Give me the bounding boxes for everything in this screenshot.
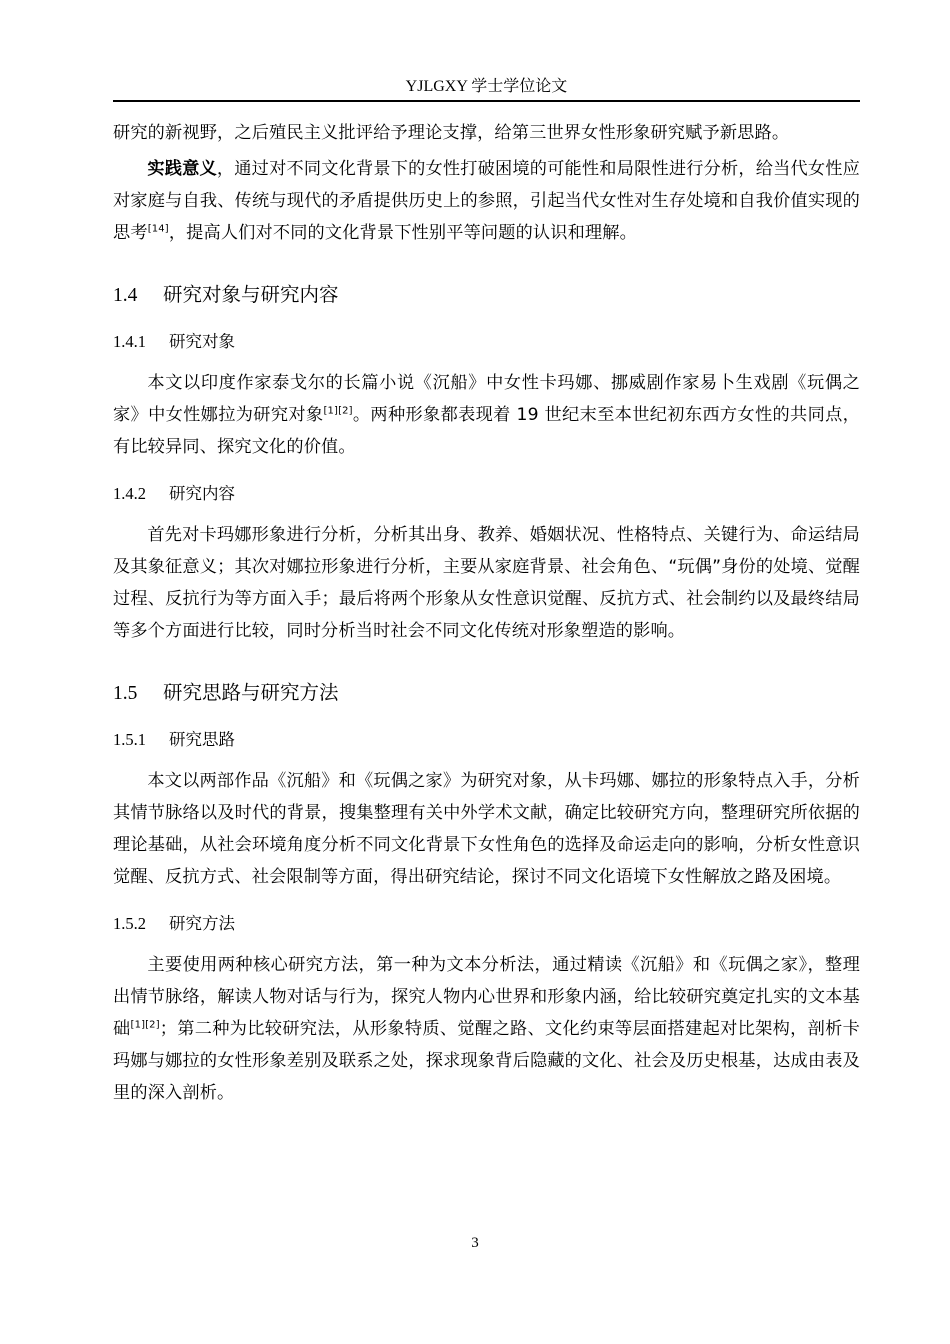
- subsection-title: 研究对象: [169, 332, 235, 351]
- subsection-number: 1.4.1: [113, 332, 146, 351]
- header-rule: [113, 100, 860, 102]
- paragraph-continued: [113, 117, 860, 149]
- paragraph-text: 主要使用两种核心研究方法，第一种为文本分析法，通过精读《沉船》和《玩偶之家》，整理出情节脉络，解读人物对话与行为，探究人物内心世界和形象内涵，给比较研究奠定扎实的文本基础: [113, 955, 860, 1039]
- subsection-heading-1-5-2: [113, 911, 860, 937]
- paragraph-research-methods: [113, 949, 860, 1109]
- citation: [1][2]: [130, 1019, 160, 1031]
- running-header: YJLGXY 学士学位论文: [405, 78, 568, 95]
- subsection-number: 1.5.1: [113, 730, 146, 749]
- paragraph-lead: 实践意义: [147, 159, 217, 179]
- subsection-title: 研究思路: [169, 730, 235, 749]
- subsection-title: 研究内容: [169, 484, 235, 503]
- page-number: 3: [471, 1235, 479, 1251]
- paragraph-research-object: [113, 367, 860, 463]
- paragraph-text: ，通过对不同文化背景下的女性打破困境的可能性和局限性进行分析，给当代女性应对家庭与自我、传统与现代的矛盾提供历史上的参照，引起当代女性对生存处境和自我价值实现的思考: [113, 159, 860, 243]
- section-title: 研究对象与研究内容: [163, 283, 339, 306]
- citation: [14]: [147, 223, 169, 235]
- body-content: [113, 117, 860, 1109]
- subsection-number: 1.5.2: [113, 914, 146, 933]
- paragraph-research-approach: [113, 765, 860, 893]
- paragraph-research-content: [113, 519, 860, 647]
- subsection-heading-1-4-2: [113, 481, 860, 507]
- paragraph-text: 本文以印度作家泰戈尔的长篇小说《沉船》中女性卡玛娜、挪威剧作家易卜生戏剧《玩偶之家》中女性娜拉为研究对象: [113, 373, 860, 425]
- subsection-number: 1.4.2: [113, 484, 146, 503]
- subsection-title: 研究方法: [169, 914, 235, 933]
- subsection-heading-1-4-1: [113, 329, 860, 355]
- citation: [1][2]: [323, 405, 353, 417]
- subsection-heading-1-5-1: [113, 727, 860, 753]
- paragraph-practical-significance: [113, 153, 860, 249]
- paragraph-text: 首先对卡玛娜形象进行分析，分析其出身、教养、婚姻状况、性格特点、关键行为、命运结局及其象征意义；其次对娜拉形象进行分析，主要从家庭背景、社会角色、“玩偶”身份的处境、觉醒过程、反抗行为等方面入手；最后将两个形象从女性意识觉醒、反抗方式、社会制约以及最终结局等多个方面进行比较，同时分析当时社会不同文化传统对形象塑造的影响。: [113, 525, 860, 641]
- paragraph-text: ；第二种为比较研究法，从形象特质、觉醒之路、文化约束等层面搭建起对比架构，剖析卡玛娜与娜拉的女性形象差别及联系之处，探求现象背后隐藏的文化、社会及历史根基，达成由表及里的深入剖析。: [113, 1019, 860, 1103]
- paragraph-text: ，提高人们对不同的文化背景下性别平等问题的认识和理解。: [168, 223, 637, 243]
- section-heading-1-4: [113, 280, 860, 311]
- paragraph-text: 研究的新视野，之后殖民主义批评给予理论支撑，给第三世界女性形象研究赋予新思路。: [113, 123, 790, 143]
- section-number: 1.4: [113, 285, 138, 306]
- paragraph-text: 。两种形象都表现着 19 世纪末至本世纪初东西方女性的共同点，有比较异同、探究文化的价值。: [113, 405, 860, 457]
- section-title: 研究思路与研究方法: [163, 681, 339, 704]
- section-heading-1-5: [113, 678, 860, 709]
- section-number: 1.5: [113, 683, 138, 704]
- paragraph-text: 本文以两部作品《沉船》和《玩偶之家》为研究对象，从卡玛娜、娜拉的形象特点入手，分析其情节脉络以及时代的背景，搜集整理有关中外学术文献，确定比较研究方向，整理研究所依据的理论基础，从社会环境角度分析不同文化背景下女性角色的选择及命运走向的影响，分析女性意识觉醒、反抗方式、社会限制等方面，得出研究结论，探讨不同文化语境下女性解放之路及困境。: [113, 771, 860, 887]
